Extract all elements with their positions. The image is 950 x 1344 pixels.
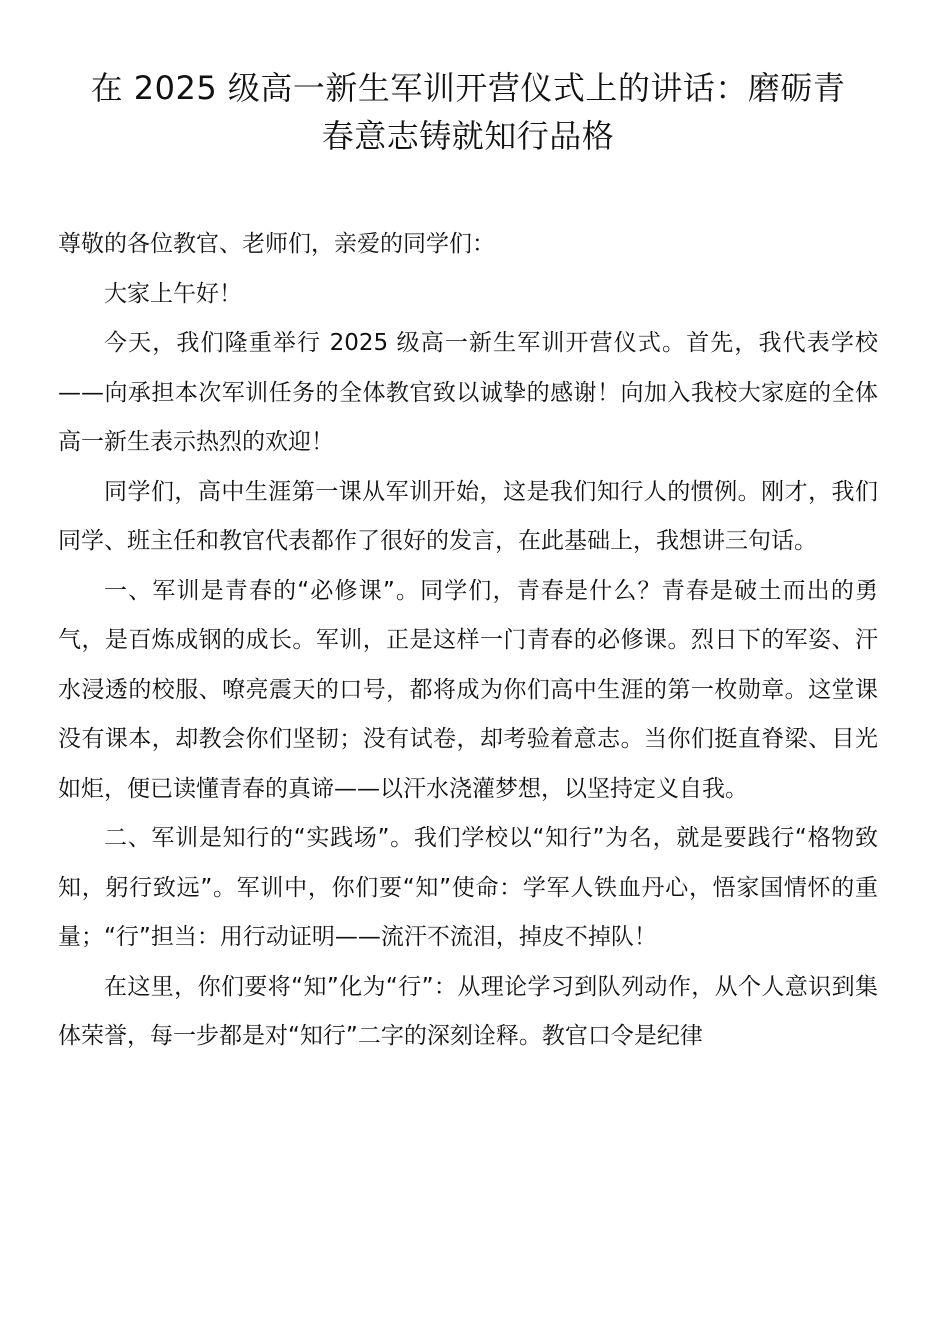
paragraph-practice: 在这里，你们要将“知”化为“行”：从理论学习到队列动作，从个人意识到集体荣誉，每一步都是对“知行”二字的深刻诠释。教官口令是纪律 [58, 973, 878, 1049]
paragraph-point-one: 一、军训是青春的“必修课”。同学们，青春是什么？青春是破土而出的勇气，是百炼成钢的成长。军训，正是这样一门青春的必修课。烈日下的军姿、汗水浸透的校服、嘹亮震天的口号，都将成为你们高中生涯的第一枚勋章。这堂课没有课本，却教会你们坚韧；没有试卷，却考验着意志。当你们挺直脊梁、目光如炬，便已读懂青春的真谛——以汗水浇灌梦想，以坚持定义自我。 [58, 577, 878, 802]
paragraph-greeting: 大家上午好！ [104, 280, 242, 307]
document-body [58, 220, 878, 1062]
title-line-2: 春意志铸就知行品格 [321, 117, 615, 155]
paragraph-opening: 今天，我们隆重举行 2025 级高一新生军训开营仪式。首先，我代表学校——向承担本次军训任务的全体教官致以诚挚的感谢！向加入我校大家庭的全体高一新生表示热烈的欢迎！ [58, 330, 878, 455]
document-title [58, 64, 878, 160]
paragraph-introduction: 同学们，高中生涯第一课从军训开始，这是我们知行人的惯例。刚才，我们同学、班主任和教官代表都作了很好的发言，在此基础上，我想讲三句话。 [58, 478, 878, 554]
paragraph-point-two: 二、军训是知行的“实践场”。我们学校以“知行”为名，就是要践行“格物致知，躬行致远”。军训中，你们要“知”使命：学军人铁血丹心，悟家国情怀的重量；“行”担当：用行动证明——流汗不流泪，掉皮不掉队！ [58, 825, 878, 950]
title-line-1: 在 2025 级高一新生军训开营仪式上的讲话：磨砺青 [90, 69, 846, 107]
salutation: 尊敬的各位教官、老师们，亲爱的同学们： [58, 231, 495, 257]
